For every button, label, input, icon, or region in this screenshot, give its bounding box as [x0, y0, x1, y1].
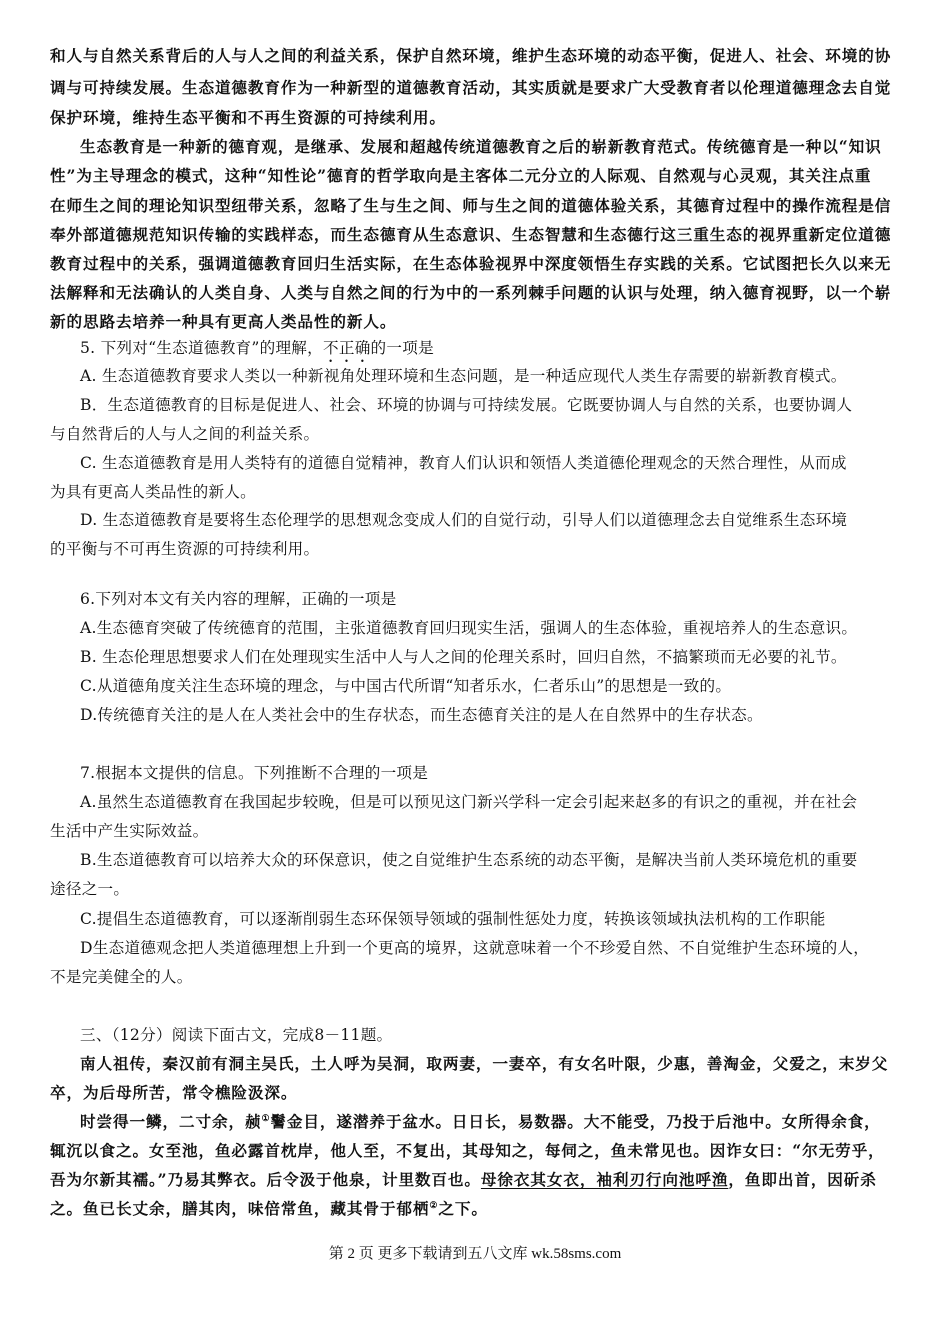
emphasis-mark: 不正确	[323, 339, 371, 357]
question-7-option: A.虽然生态道德教育在我国起步较晚，但是可以预见这门新兴学科一定会引起来赵多的有识之的重视，并在社会	[80, 793, 858, 811]
underlined-sentence: 母徐衣其女衣，袖利刃行向池呼渔	[480, 1170, 729, 1189]
question-5-option: A. 生态道德教育要求人类以一种新视角处理环境和生态问题，是一种适应现代人类生存需要的崭新教育模式。	[80, 367, 847, 385]
question-5-option: B．生态道德教育的目标是促进人、社会、环境的协调与可持续发展。它既要协调人与自然的关系，也要协调人	[80, 396, 853, 414]
passage-line: 生态教育是一种新的德育观，是继承、发展和超越传统道德教育之后的崭新教育范式。传统德育是一种以“知识	[80, 137, 882, 156]
question-7-option: 不是完美健全的人。	[50, 968, 193, 986]
classical-text-line: 时尝得一鳞，二寸余，赪①鬐金目，遂潜养于盆水。日日长，易数器。大不能受，乃投于后池中。女所得余食，	[80, 1112, 881, 1131]
question-5-stem: 5. 下列对“生态道德教育”的理解，不正确的一项是	[80, 339, 434, 357]
classical-text-line: 辄沉以食之。女至池，鱼必露首枕岸，他人至，不复出，其母知之，每伺之，鱼未常见也。因诈女曰：“尔无劳乎，	[50, 1141, 885, 1160]
question-5-option: D. 生态道德教育是要将生态伦理学的思想观念变成人们的自觉行动，引导人们以道德理念去自觉维系生态环境	[80, 511, 848, 529]
question-7-option: 生活中产生实际效益。	[50, 822, 209, 840]
classical-text-line: 卒，为后母所苦，常令樵险汲深。	[50, 1083, 298, 1102]
question-6-option: B. 生态伦理思想要求人们在处理现实生活中人与人之间的伦理关系时，回归自然，不搞繁琐而无必要的礼节。	[80, 648, 847, 666]
question-5-option: 的平衡与不可再生资源的可持续利用。	[50, 540, 320, 558]
question-6-option: A.生态德育突破了传统德育的范围，主张道德教育回归现实生活，强调人的生态体验，重视培养人的生态意识。	[80, 619, 858, 637]
passage-line: 调与可持续发展。生态道德教育作为一种新型的道德教育活动，其实质就是要求广大受教育者以伦理道德理念去自觉	[50, 78, 892, 97]
passage-line: 奉外部道德规范知识传输的实践样态，而生态德育从生态意识、生态智慧和生态德行这三重生态的视界重新定位道德	[50, 225, 892, 244]
question-6-option: C.从道德角度关注生态环境的理念，与中国古代所谓“知者乐水，仁者乐山”的思想是一致的。	[80, 677, 732, 695]
question-5-option: 为具有更高人类品性的新人。	[50, 483, 256, 501]
question-7-option: D生态道德观念把人类道德理想上升到一个更高的境界，这就意味着一个不珍爱自然、不自觉维护生态环境的人，	[80, 939, 870, 957]
question-7-option: B.生态道德教育可以培养大众的环保意识，使之自觉维护生态系统的动态平衡，是解决当前人类环境危机的重要	[80, 851, 858, 869]
question-6-stem: 6.下列对本文有关内容的理解，正确的一项是	[80, 590, 397, 608]
footnote-marker: ①	[261, 1113, 271, 1124]
question-5-option: 与自然背后的人与人之间的利益关系。	[50, 425, 320, 443]
passage-line: 法解释和无法确认的人类自身、人类与自然之间的行为中的一系列棘手问题的认识与处理，纳入德育视野，以一个崭	[50, 283, 892, 302]
question-6-option: D.传统德育关注的是人在人类社会中的生存状态，而生态德育关注的是人在自然界中的生存状态。	[80, 706, 763, 724]
classical-text-line: 吾为尔新其襦。”乃易其弊衣。后令汲于他泉，计里数百也。母徐衣其女衣，袖利刃行向池呼渔，鱼即出首，因斫杀	[50, 1170, 877, 1189]
question-7-option: 途径之一。	[50, 880, 130, 898]
passage-line: 性”为主导理念的模式，这种“知性论”德育的哲学取向是主客体二元分立的人际观、自然观与心灵观，其关注点重	[50, 166, 872, 185]
question-7-option: C.提倡生态道德教育，可以逐渐削弱生态环保领导领域的强制性惩处力度，转换该领域执法机构的工作职能	[80, 910, 826, 928]
passage-line: 和人与自然关系背后的人与人之间的利益关系，保护自然环境，维护生态环境的动态平衡，促进人、社会、环境的协	[50, 46, 892, 65]
page-footer: 第 2 页 更多下载请到五八文库 wk.58sms.com	[328, 1246, 622, 1262]
passage-line: 在师生之间的理论知识型纽带关系，忽略了生与生之间、师与生之间的道德体验关系，其德育过程中的操作流程是信	[50, 196, 892, 215]
passage-line: 教育过程中的关系，强调道德教育回归生活实际，在生态体验视界中深度领悟生存实践的关系。它试图把长久以来无	[50, 254, 892, 273]
passage-line: 新的思路去培养一种具有更高人类品性的新人。	[50, 312, 397, 331]
question-7-stem: 7.根据本文提供的信息。下列推断不合理的一项是	[80, 764, 429, 782]
question-5-option: C. 生态道德教育是用人类特有的道德自觉精神，教育人们认识和领悟人类道德伦理观念的天然合理性，从而成	[80, 454, 847, 472]
passage-line: 保护环境，维持生态平衡和不再生资源的可持续利用。	[50, 108, 446, 127]
section-3-heading: 三、（12分）阅读下面古文，完成8－11题。	[80, 1026, 393, 1044]
classical-text-line: 南人祖传，秦汉前有洞主吴氏，土人呼为吴洞，取两妻，一妻卒，有女名叶限，少惠，善淘金，父爱之，末岁父	[80, 1054, 889, 1073]
footnote-marker: ②	[429, 1200, 439, 1211]
classical-text-line: 之。鱼已长丈余，膳其肉，味倍常鱼，藏其骨于郁栖②之下。	[50, 1199, 488, 1218]
